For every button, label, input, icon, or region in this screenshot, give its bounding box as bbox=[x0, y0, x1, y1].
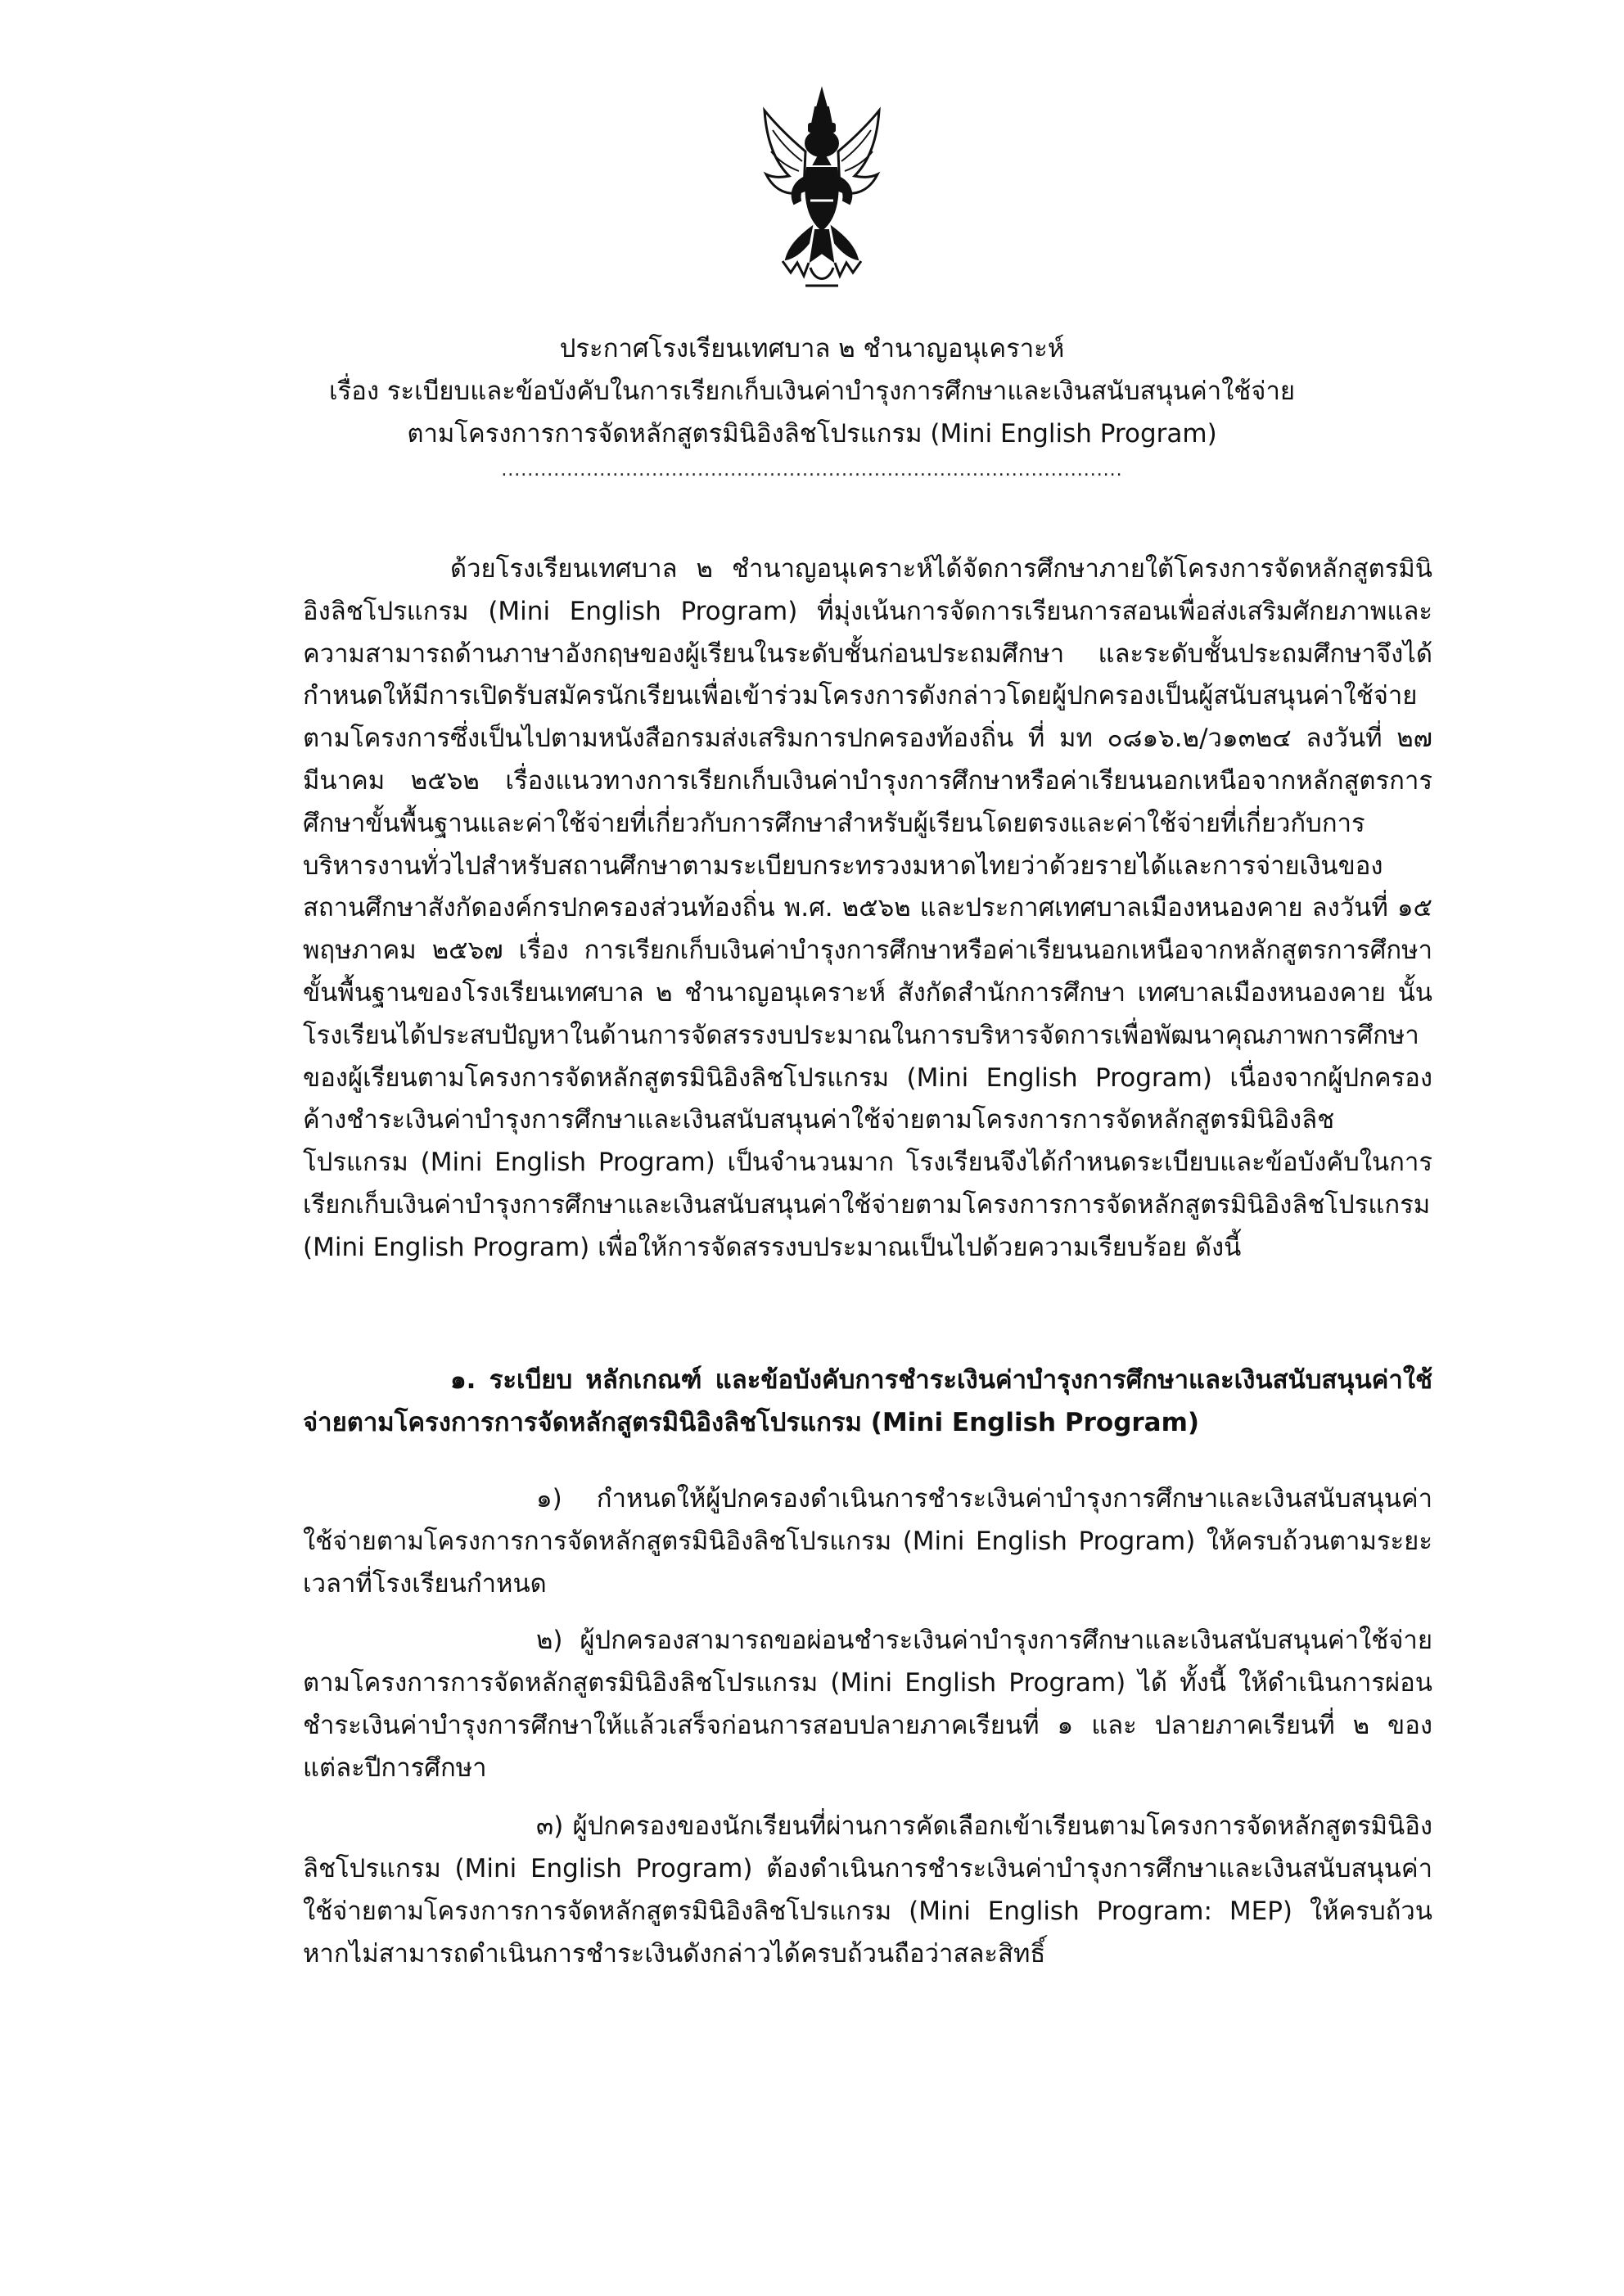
announcement-subject: เรื่อง ระเบียบและข้อบังคับในการเรียกเก็บเงินค่าบำรุงการศึกษาและเงินสนับสนุนค่าใช้จ่าย bbox=[328, 377, 1296, 406]
garuda-emblem-icon bbox=[761, 86, 882, 297]
separator-dots: ............................................................................................... bbox=[501, 460, 1123, 480]
announcement-header bbox=[246, 327, 1378, 483]
announcement-subject-line2: ตามโครงการการจัดหลักสูตรมินิอิงลิชโปรแกรม (Mini English Program) bbox=[407, 419, 1217, 449]
section-heading: ๑. ระเบียบ หลักเกณฑ์ และข้อบังคับการชำระเงินค่าบำรุงการศึกษาและเงินสนับสนุนค่าใช้จ่ายตามโครงการการจัดหลักสูตรมินิอิงลิชโปรแกรม (Mini English Program) bbox=[303, 1365, 1432, 1437]
list-item: ๒) ผู้ปกครองสามารถขอผ่อนชำระเงินค่าบำรุงการศึกษาและเงินสนับสนุนค่าใช้จ่ายตามโครงการการจัดหลักสูตรมินิอิงลิชโปรแกรม (Mini English Program) ได้ ทั้งนี้ ให้ดำเนินการผ่อนชำระเงินค่าบำรุงการศึกษาให้แล้วเสร็จก่อนการสอบปลายภาคเรียนที่ ๑ และ ปลายภาคเรียนที่ ๒ ของแต่ละปีการศึกษา bbox=[303, 1626, 1432, 1783]
intro-paragraph: ด้วยโรงเรียนเทศบาล ๒ ชำนาญอนุเคราะห์ได้จัดการศึกษาภายใต้โครงการจัดหลักสูตรมินิอิงลิชโปรแกรม (Mini English Program) ที่มุ่งเน้นการจัดการเรียนการสอนเพื่อส่งเสริมศักยภาพและความสามารถด้านภาษาอังกฤษของผู้เรียนในระดับชั้นก่อนประถมศึกษา และระดับชั้นประถมศึกษาจึงได้กำหนดให้มีการเปิดรับสมัครนักเรียนเพื่อเข้าร่วมโครงการดังกล่าวโดยผู้ปกครองเป็นผู้สนับสนุนค่าใช้จ่ายตามโครงการซึ่งเป็นไปตามหนังสือกรมส่งเสริมการปกครองท้องถิ่น ที่ มท ๐๘๑๖.๒/ว๑๓๒๔ ลงวันที่ ๒๗ มีนาคม ๒๕๖๒ เรื่องแนวทางการเรียกเก็บเงินค่าบำรุงการศึกษาหรือค่าเรียนนอกเหนือจากหลักสูตรการศึกษาขั้นพื้นฐานและค่าใช้จ่ายที่เกี่ยวกับการศึกษาสำหรับผู้เรียนโดยตรงและค่าใช้จ่ายที่เกี่ยวกับการบริหารงานทั่วไปสำหรับสถานศึกษาตามระเบียบกระทรวงมหาดไทยว่าด้วยรายได้และการจ่ายเงินของสถานศึกษาสังกัดองค์กรปกครองส่วนท้องถิ่น พ.ศ. ๒๕๖๒ และประกาศเทศบาลเมืองหนองคาย ลงวันที่ ๑๕ พฤษภาคม ๒๕๖๗ เรื่อง การเรียกเก็บเงินค่าบำรุงการศึกษาหรือค่าเรียนนอกเหนือจากหลักสูตรการศึกษาขั้นพื้นฐานของโรงเรียนเทศบาล ๒ ชำนาญอนุเคราะห์ สังกัดสำนักการศึกษา เทศบาลเมืองหนองคาย นั้น โรงเรียนได้ประสบปัญหาในด้านการจัดสรรงบประมาณในการบริหารจัดการเพื่อพัฒนาคุณภาพการศึกษาของผู้เรียนตามโครงการจัดหลักสูตรมินิอิงลิชโปรแกรม (Mini English Program) เนื่องจากผู้ปกครองค้างชำระเงินค่าบำรุงการศึกษาและเงินสนับสนุนค่าใช้จ่ายตามโครงการการจัดหลักสูตรมินิอิงลิชโปรแกรม (Mini English Program) เป็นจำนวนมาก โรงเรียนจึงได้กำหนดระเบียบและข้อบังคับในการเรียกเก็บเงินค่าบำรุงการศึกษาและเงินสนับสนุนค่าใช้จ่ายตามโครงการการจัดหลักสูตรมินิอิงลิชโปรแกรม (Mini English Program) เพื่อให้การจัดสรรงบประมาณเป็นไปด้วยความเรียบร้อย ดังนี้ bbox=[303, 554, 1432, 1262]
list-item: ๓) ผู้ปกครองของนักเรียนที่ผ่านการคัดเลือกเข้าเรียนตามโครงการจัดหลักสูตรมินิอิงลิชโปรแกรม (Mini English Program) ต้องดำเนินการชำระเงินค่าบำรุงการศึกษาและเงินสนับสนุนค่าใช้จ่ายตามโครงการการจัดหลักสูตรมินิอิงลิชโปรแกรม (Mini English Program: MEP) ให้ครบถ้วนหากไม่สามารถดำเนินการชำระเงินดังกล่าวได้ครบถ้วนถือว่าสละสิทธิ์ bbox=[303, 1811, 1432, 1969]
list-item: ๑) กำหนดให้ผู้ปกครองดำเนินการชำระเงินค่าบำรุงการศึกษาและเงินสนับสนุนค่าใช้จ่ายตามโครงการการจัดหลักสูตรมินิอิงลิชโปรแกรม (Mini English Program) ให้ครบถ้วนตามระยะเวลาที่โรงเรียนกำหนด bbox=[303, 1484, 1432, 1599]
announcement-title: ประกาศโรงเรียนเทศบาล ๒ ชำนาญอนุเคราะห์ bbox=[559, 334, 1065, 363]
